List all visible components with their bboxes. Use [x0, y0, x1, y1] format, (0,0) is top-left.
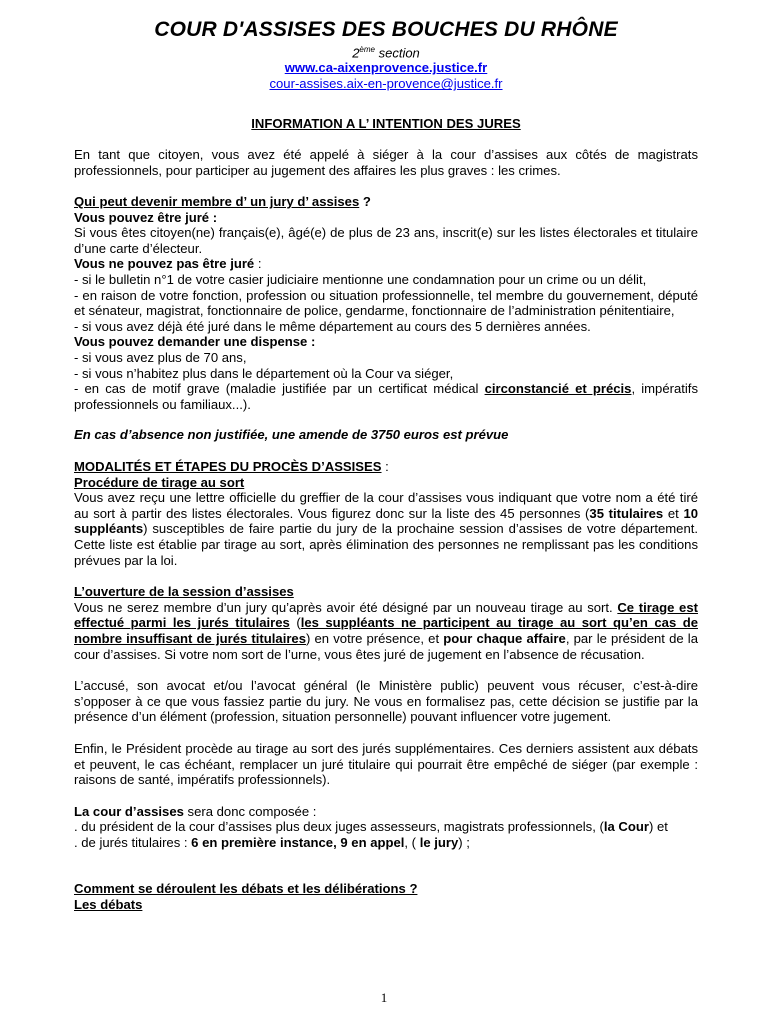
section-label: [74, 42, 698, 60]
modalities-heading-colon: :: [381, 459, 389, 475]
cannot-heading-text: Vous ne pouvez pas être juré: [74, 256, 255, 272]
composition-text: ) et: [648, 819, 668, 835]
cannot-item: - si vous avez déjà été juré dans le même département au cours des 5 dernières années.: [74, 318, 591, 334]
court-title: COUR D'ASSISES DES BOUCHES DU RHÔNE: [154, 18, 618, 41]
modalities-heading: [74, 459, 698, 475]
document-title: INFORMATION A L’ INTENTION DES JURES: [251, 116, 521, 132]
composition-heading-rest: sera donc composée :: [183, 803, 317, 819]
opening-text: ) en votre présence, et: [306, 630, 444, 646]
draw-text: Vous avez reçu une lettre officielle du greffier de la cour d’assises vous indiquant que votre nom a été tiré au sort à partir des listes électorales. Vous figurez donc sur la liste des 45 personnes (: [74, 490, 698, 521]
fine-notice: En cas d’absence non justifiée, une amende de 3750 euros est prévue: [74, 427, 509, 443]
opening-emphasis: Ce tirage est effectué parmi les jurés titulaires: [74, 599, 698, 631]
composition-emphasis: le jury: [419, 834, 459, 850]
draw-procedure-heading: Procédure de tirage au sort: [74, 474, 245, 490]
supplementary-jurors-paragraph: Enfin, le Président procède au tirage au sort des jurés supplémentaires. Ces derniers assistent aux débats et peuvent, le cas échéant, remplacer un juré titulaire qui pourrait être empêché de siéger (par exemple : raisons de santé, impératifs professionnels).: [74, 740, 698, 788]
draw-text: et: [663, 505, 684, 521]
dispense-item-text: - en cas de motif grave (maladie justifiée par un certificat médical: [74, 381, 485, 397]
session-opening-heading: L’ouverture de la session d’assises: [74, 584, 294, 600]
opening-emphasis: les suppléants ne participent au tirage au sort qu’en cas de nombre insuffisant de jurés titulaires: [74, 615, 698, 646]
recusation-paragraph: L’accusé, son avocat et/ou l’avocat général (le Ministère public) peuvent vous récuser, c’est-à-dire s’opposer à ce que vous fassiez partie du jury. Ne vous en formalisez pas, cette décision se justifie par la présence d’un élément (profession, situation personnelle) pouvant influencer votre jugement.: [74, 678, 698, 725]
dispense-heading: Vous pouvez demander une dispense :: [74, 334, 316, 350]
email-link[interactable]: cour-assises.aix-en-provence@justice.fr: [269, 76, 503, 92]
can-be-juror-heading: Vous pouvez être juré :: [74, 209, 218, 225]
document-page: [74, 18, 698, 913]
composition-emphasis: la Cour: [603, 819, 649, 835]
composition-heading: [74, 804, 698, 820]
session-opening-paragraph: [74, 600, 698, 662]
composition-item: [74, 835, 698, 851]
draw-text: ) susceptibles de faire partie du jury de la prochaine session d’assises de votre département. Cette liste est établie par tirage au sort, après élimination des personnes ne remplissant pas les conditions prévues par la loi.: [74, 521, 698, 568]
dispense-item-emphasis: circonstancié et précis: [484, 381, 632, 397]
cannot-item: - si le bulletin n°1 de votre casier judiciaire mentionne une condamnation pour un crime ou un délit,: [74, 272, 647, 288]
opening-emphasis: pour chaque affaire: [443, 630, 566, 646]
can-be-juror-text: Si vous êtes citoyen(ne) français(e), âgé(e) de plus de 23 ans, inscrit(e) sur les listes électorales et titulaire d’une carte d’électeur.: [74, 225, 698, 256]
section-word: section: [374, 45, 420, 61]
dispense-item: - si vous n’habitez plus dans le département où la Cour va siéger,: [74, 365, 454, 381]
modalities-heading-text: MODALITÉS ET ÉTAPES DU PROCÈS D’ASSISES: [74, 459, 382, 475]
draw-procedure-paragraph: [74, 490, 698, 568]
page-number: 1: [380, 990, 388, 1005]
dispense-item-text: , impératifs professionnels ou familiaux...).: [74, 381, 698, 412]
composition-item: [74, 819, 698, 835]
composition-heading-text: La cour d’assises: [74, 803, 184, 819]
debates-subheading: Les débats: [74, 897, 143, 913]
eligibility-question-text: Qui peut devenir membre d’ un jury d’ assises: [74, 194, 360, 210]
composition-text: , (: [404, 834, 420, 850]
debates-heading: Comment se déroulent les débats et les délibérations ?: [74, 881, 418, 897]
intro-paragraph: En tant que citoyen, vous avez été appelé à siéger à la cour d’assises aux côtés de magistrats professionnels, pour participer au jugement des affaires les plus graves : les crimes.: [74, 146, 698, 178]
draw-titulaires: 35 titulaires: [589, 505, 664, 521]
opening-text: , par le président de la cour d’assises. Si votre nom sort de l’urne, vous êtes juré de jugement en l’absence de récusation.: [74, 630, 698, 662]
eligibility-question: [74, 194, 698, 210]
composition-text: . du président de la cour d’assises plus deux juges assesseurs, magistrats professionnels, (: [74, 819, 604, 835]
cannot-heading-colon: :: [254, 256, 262, 272]
dispense-item: [74, 381, 698, 412]
eligibility-question-mark: ?: [359, 194, 371, 210]
dispense-item: - si vous avez plus de 70 ans,: [74, 350, 247, 366]
website-link[interactable]: www.ca-aixenprovence.justice.fr: [284, 60, 488, 76]
composition-text: . de jurés titulaires :: [74, 834, 192, 850]
cannot-item: - en raison de votre fonction, profession ou situation professionnelle, tel membre du gouvernement, député et sénateur, magistrat, fonctionnaire de police, gendarme, fonctionnaire de l’administration pénitentiaire,: [74, 287, 698, 319]
composition-text: ) ;: [458, 834, 470, 850]
section-superscript: ème: [359, 45, 375, 54]
opening-text: (: [289, 615, 301, 631]
section-number: 2: [352, 45, 360, 61]
cannot-be-juror-heading: [74, 256, 698, 272]
opening-text: Vous ne serez membre d’un jury qu’après avoir été désigné par un nouveau tirage au sort.: [74, 599, 618, 615]
draw-suppleants: 10 suppléants: [74, 505, 699, 537]
composition-emphasis: 6 en première instance, 9 en appel: [191, 834, 405, 850]
